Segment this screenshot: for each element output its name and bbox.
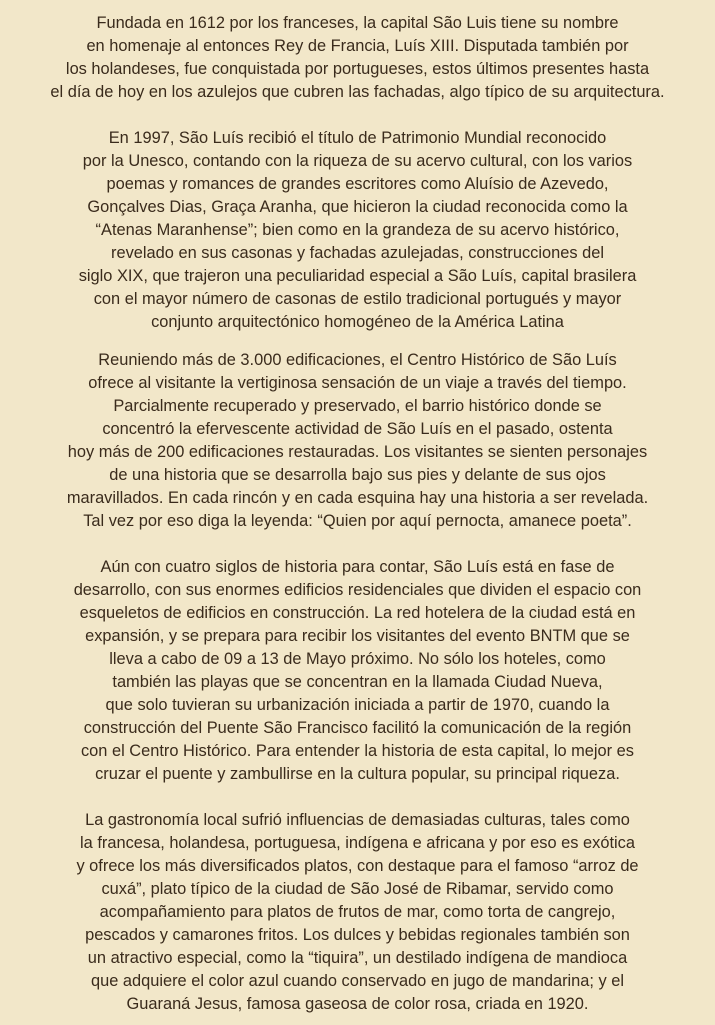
text-line: construcción del Puente São Francisco facilitó la comunicación de la región — [83, 719, 632, 737]
text-line: esqueletos de edificios en construcción. La red hotelera de la ciudad está en — [79, 604, 636, 622]
paragraph-spacer — [0, 104, 715, 127]
text-line: maravillados. En cada rincón y en cada esquina hay una historia a ser revelada. — [66, 489, 649, 507]
text-line: por la Unesco, contando con la riqueza de su acervo cultural, con los varios — [82, 152, 633, 170]
text-line: los holandeses, fue conquistada por portugueses, estos últimos presentes hasta — [65, 60, 650, 78]
text-line: Parcialmente recuperado y preservado, el barrio histórico donde se — [113, 397, 602, 415]
text-line: de una historia que se desarrolla bajo sus pies y delante de sus ojos — [109, 466, 606, 484]
text-line: Fundada en 1612 por los franceses, la capital São Luis tiene su nombre — [96, 14, 619, 32]
text-line: el día de hoy en los azulejos que cubren las fachadas, algo típico de su arquitectura. — [50, 83, 665, 101]
text-line: cruzar el puente y zambullirse en la cultura popular, su principal riqueza. — [95, 765, 620, 783]
text-line: ofrece al visitante la vertiginosa sensación de un viaje a través del tiempo. — [88, 374, 627, 392]
text-line: cuxá”, plato típico de la ciudad de São José de Ribamar, servido como — [101, 880, 614, 898]
text-line: Guaraná Jesus, famosa gaseosa de color rosa, criada en 1920. — [126, 995, 589, 1013]
text-line: desarrollo, con sus enormes edificios residenciales que dividen el espacio con — [73, 581, 642, 599]
text-line: revelado en sus casonas y fachadas azulejadas, construcciones del — [111, 244, 604, 262]
text-line: con el Centro Histórico. Para entender la historia de esta capital, lo mejor es — [80, 742, 634, 760]
text-line: “Atenas Maranhense”; bien como en la grandeza de su acervo histórico, — [95, 221, 620, 239]
text-line: Gonçalves Dias, Graça Aranha, que hicieron la ciudad reconocida como la — [87, 198, 628, 216]
text-line: con el mayor número de casonas de estilo tradicional portugués y mayor — [93, 290, 622, 308]
text-line: la francesa, holandesa, portuguesa, indígena e africana y por eso es exótica — [80, 834, 635, 852]
paragraph-historic-center — [0, 349, 715, 533]
text-line: expansión, y se prepara para recibir los visitantes del evento BNTM que se — [85, 627, 630, 645]
text-line: lleva a cabo de 09 a 13 de Mayo próximo. No sólo los hoteles, como — [109, 650, 606, 668]
text-line: concentró la efervescente actividad de São Luís en el pasado, ostenta — [102, 420, 613, 438]
text-line: siglo XIX, que trajeron una peculiaridad especial a São Luís, capital brasilera — [78, 267, 637, 285]
paragraph-history — [0, 12, 715, 104]
paragraph-world-heritage — [0, 127, 715, 334]
text-line: que solo tuvieran su urbanización iniciada a partir de 1970, cuando la — [105, 696, 610, 714]
text-line: también las playas que se concentran en la llamada Ciudad Nueva, — [112, 673, 603, 691]
text-line: en homenaje al entonces Rey de Francia, Luís XIII. Disputada también por — [86, 37, 629, 55]
text-line: acompañamiento para platos de frutos de mar, como torta de cangrejo, — [99, 903, 616, 921]
text-line: poemas y romances de grandes escritores como Aluísio de Azevedo, — [106, 175, 609, 193]
paragraph-development — [0, 556, 715, 786]
paragraph-spacer — [0, 786, 715, 809]
text-line: Aún con cuatro siglos de historia para contar, São Luís está en fase de — [100, 558, 615, 576]
text-line: un atractivo especial, como la “tiquira”, un destilado indígena de mandioca — [87, 949, 628, 967]
paragraph-spacer — [0, 533, 715, 556]
paragraph-gastronomy — [0, 809, 715, 1016]
text-line: pescados y camarones fritos. Los dulces y bebidas regionales también son — [85, 926, 630, 944]
paragraph-spacer — [0, 334, 715, 349]
text-line: Tal vez por eso diga la leyenda: “Quien por aquí pernocta, amanece poeta”. — [83, 512, 632, 530]
text-line: En 1997, São Luís recibió el título de Patrimonio Mundial reconocido — [108, 129, 607, 147]
text-line: y ofrece los más diversificados platos, con destaque para el famoso “arroz de — [76, 857, 639, 875]
text-line: Reuniendo más de 3.000 edificaciones, el Centro Histórico de São Luís — [98, 351, 617, 369]
text-line: conjunto arquitectónico homogéneo de la América Latina — [151, 313, 564, 331]
text-line: La gastronomía local sufrió influencias de demasiadas culturas, tales como — [85, 811, 630, 829]
text-line: que adquiere el color azul cuando conservado en jugo de mandarina; y el — [90, 972, 625, 990]
text-line: hoy más de 200 edificaciones restauradas. Los visitantes se sienten personajes — [67, 443, 648, 461]
